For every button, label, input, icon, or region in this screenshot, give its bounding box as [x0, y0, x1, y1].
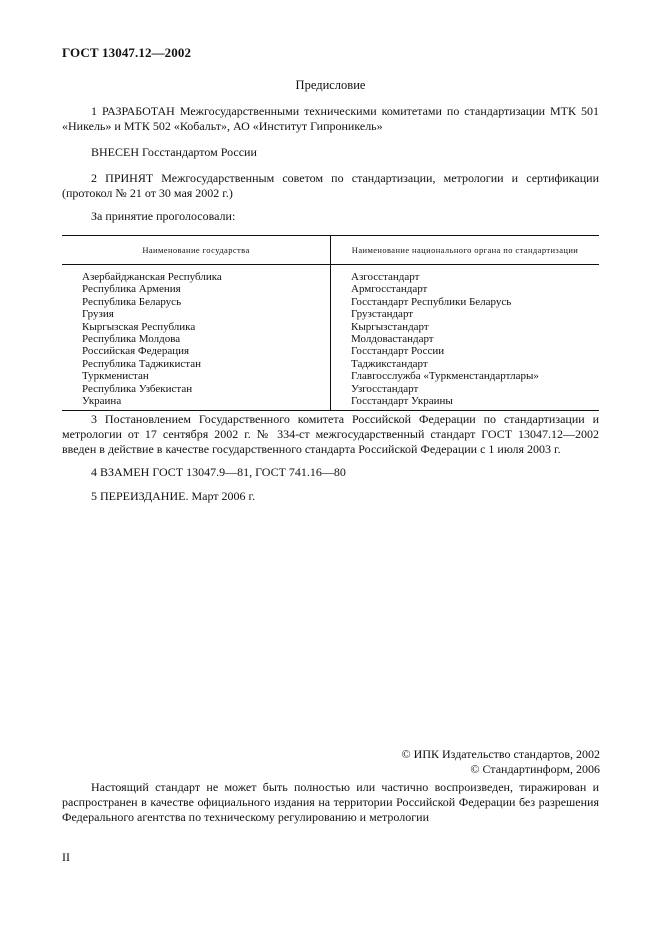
- table-cell-body: Молдовастандарт: [351, 332, 434, 345]
- table-cell-state: Российская Федерация: [82, 345, 190, 358]
- table-cell-body: Таджикстандарт: [351, 357, 428, 370]
- document-code: ГОСТ 13047.12—2002: [62, 45, 192, 60]
- table-cell-state: Республика Таджикистан: [82, 357, 201, 370]
- table-header-body: Наименование национального органа по стандартизации: [331, 236, 600, 265]
- table-cell-state: Республика Беларусь: [82, 295, 182, 308]
- table-cell-state: Азербайджанская Республика: [82, 271, 222, 283]
- copyright-block: [402, 747, 600, 777]
- copyright-line: © ИПК Издательство стандартов, 2002: [401, 747, 600, 761]
- table-cell-body: Грузстандарт: [351, 308, 414, 321]
- table-cell-body: Госстандарт Республики Беларусь: [351, 295, 512, 308]
- table-header-state: Наименование государства: [62, 236, 331, 265]
- table-cell-state: Республика Молдова: [82, 332, 181, 345]
- paragraph-reissue: 5 ПЕРЕИЗДАНИЕ. Март 2006 г.: [91, 489, 256, 503]
- paragraph-adopted: 2 ПРИНЯТ Межгосударственным советом по стандартизации, метрологии и сертификации (протокол № 21 от 30 мая 2002 г.): [62, 171, 599, 200]
- states-column: [62, 265, 331, 411]
- table-cell-state: Республика Узбекистан: [82, 382, 193, 395]
- table-cell-state: Кыргызская Республика: [82, 320, 196, 333]
- table-cell-body: Азгосстандарт: [351, 271, 420, 283]
- paragraph-replaces: 4 ВЗАМЕН ГОСТ 13047.9—81, ГОСТ 741.16—80: [91, 465, 346, 479]
- copyright-line: © Стандартинформ, 2006: [470, 762, 600, 776]
- table-cell-state: Грузия: [82, 308, 114, 321]
- paragraph-introduced: ВНЕСЕН Госстандартом России: [91, 145, 257, 159]
- table-cell-state: Республика Армения: [82, 283, 181, 296]
- table-cell-body: Армгосстандарт: [351, 283, 428, 296]
- table-cell-body: Кыргызстандарт: [351, 320, 429, 333]
- table-cell-state: Украина: [82, 394, 122, 407]
- reproduction-notice: Настоящий стандарт не может быть полностью или частично воспроизведен, тиражирован и распространен в качестве официального издания на территории Российской Федерации без разрешения Федерального агентства по техническому регулированию и метрологии: [62, 780, 599, 824]
- paragraph-voted: За принятие проголосовали:: [91, 209, 236, 223]
- page-number: II: [62, 850, 70, 864]
- paragraph-enacted: 3 Постановлением Государственного комитета Российской Федерации по стандартизации и метрологии от 17 сентября 2002 г. № 334-ст межгосударственный стандарт ГОСТ 13047.12—2002 введен в действие в качестве государственного стандарта Российской Федерации с 1 июля 2003 г.: [62, 412, 599, 456]
- paragraph-developed: 1 РАЗРАБОТАН Межгосударственными техническими комитетами по стандартизации МТК 501 «Никель» и МТК 502 «Кобальт», АО «Институт Гипроникель»: [62, 104, 599, 133]
- table-cell-body: Госстандарт России: [351, 345, 445, 358]
- voting-table: [62, 235, 599, 411]
- section-title: Предисловие: [295, 78, 366, 92]
- table-cell-state: Туркменистан: [82, 370, 149, 383]
- bodies-column: [331, 265, 600, 411]
- table-cell-body: Узгосстандарт: [351, 382, 419, 395]
- table-cell-body: Главгосслужба «Туркменстандартлары»: [351, 370, 539, 383]
- table-cell-body: Госстандарт Украины: [351, 394, 453, 407]
